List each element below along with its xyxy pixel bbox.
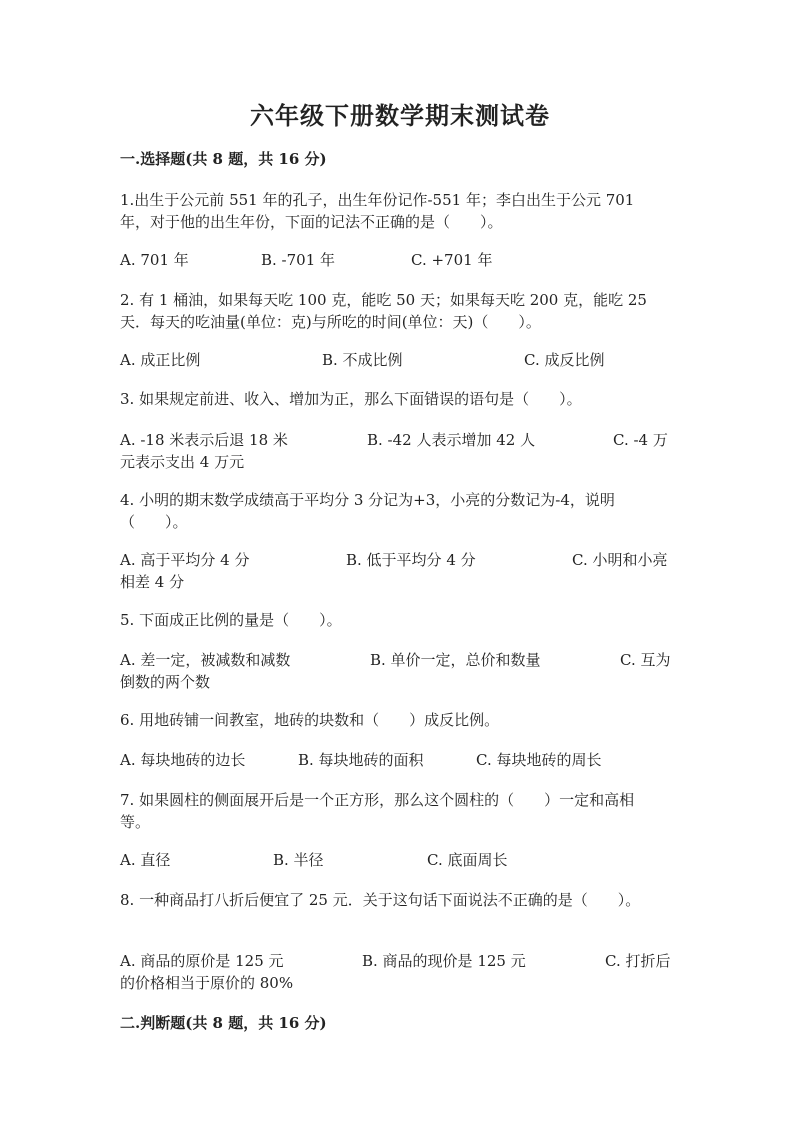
question-1-line-1: 1.出生于公元前 551 年的孔子，出生年份记作-551 年；李白出生于公元 701	[120, 191, 635, 209]
section-heading-choice: 一.选择题(共 8 题，共 16 分)	[120, 150, 327, 168]
question-5-option-a: A. 差一定，被减数和减数	[120, 651, 291, 669]
question-4-option-a: A. 高于平均分 4 分	[120, 551, 250, 569]
question-8-option-a: A. 商品的原价是 125 元	[120, 952, 284, 970]
question-4-line-2: （ ）。	[120, 513, 188, 531]
question-8-option-c: C. 打折后	[605, 952, 671, 970]
question-5-option-b: B. 单价一定，总价和数量	[370, 651, 541, 669]
question-3-option-b: B. -42 人表示增加 42 人	[367, 431, 536, 449]
question-6-option-c: C. 每块地砖的周长	[476, 751, 602, 769]
question-1-option-b: B. -701 年	[261, 251, 336, 269]
question-3-line-1: 3. 如果规定前进、收入、增加为正，那么下面错误的语句是（ ）。	[120, 390, 582, 408]
question-2-line-1: 2. 有 1 桶油，如果每天吃 100 克，能吃 50 天；如果每天吃 200 克，能吃 25	[120, 291, 647, 309]
question-6-option-b: B. 每块地砖的面积	[298, 751, 424, 769]
question-8-line-1: 8. 一种商品打八折后便宜了 25 元．关于这句话下面说法不正确的是（ ）。	[120, 891, 641, 909]
question-7-line-1: 7. 如果圆柱的侧面展开后是一个正方形，那么这个圆柱的（ ）一定和高相	[120, 791, 635, 809]
question-7-option-c: C. 底面周长	[427, 851, 508, 869]
section-heading-judgment: 二.判断题(共 8 题，共 16 分)	[120, 1014, 327, 1032]
question-3-option-a: A. -18 米表示后退 18 米	[120, 431, 288, 449]
page-title: 六年级下册数学期末测试卷	[250, 101, 550, 130]
question-7-line-2: 等。	[120, 813, 151, 831]
question-2-option-a: A. 成正比例	[120, 351, 201, 369]
question-5-option-c: C. 互为	[620, 651, 671, 669]
question-6-option-a: A. 每块地砖的边长	[120, 751, 246, 769]
question-4-option-c: C. 小明和小亮	[572, 551, 668, 569]
question-7-option-b: B. 半径	[273, 851, 324, 869]
question-1-option-c: C. +701 年	[411, 251, 493, 269]
question-8-option-continuation: 的价格相当于原价的 80%	[120, 974, 294, 992]
question-7-option-a: A. 直径	[120, 851, 171, 869]
question-5-line-1: 5. 下面成正比例的量是（ ）。	[120, 611, 342, 629]
question-5-option-continuation: 倒数的两个数	[120, 673, 211, 691]
question-4-option-b: B. 低于平均分 4 分	[346, 551, 476, 569]
question-3-option-continuation: 元表示支出 4 万元	[120, 453, 245, 471]
question-2-option-c: C. 成反比例	[524, 351, 605, 369]
question-3-option-c: C. -4 万	[613, 431, 668, 449]
question-2-option-b: B. 不成比例	[322, 351, 403, 369]
question-4-option-continuation: 相差 4 分	[120, 573, 185, 591]
question-2-line-2: 天．每天的吃油量(单位：克)与所吃的时间(单位：天)（ ）。	[120, 313, 541, 331]
question-4-line-1: 4. 小明的期末数学成绩高于平均分 3 分记为+3，小亮的分数记为-4，说明	[120, 491, 615, 509]
question-6-line-1: 6. 用地砖铺一间教室，地砖的块数和（ ）成反比例。	[120, 711, 500, 729]
question-1-line-2: 年，对于他的出生年份，下面的记法不正确的是（ ）。	[120, 213, 503, 231]
question-8-option-b: B. 商品的现价是 125 元	[362, 952, 526, 970]
question-1-option-a: A. 701 年	[120, 251, 189, 269]
